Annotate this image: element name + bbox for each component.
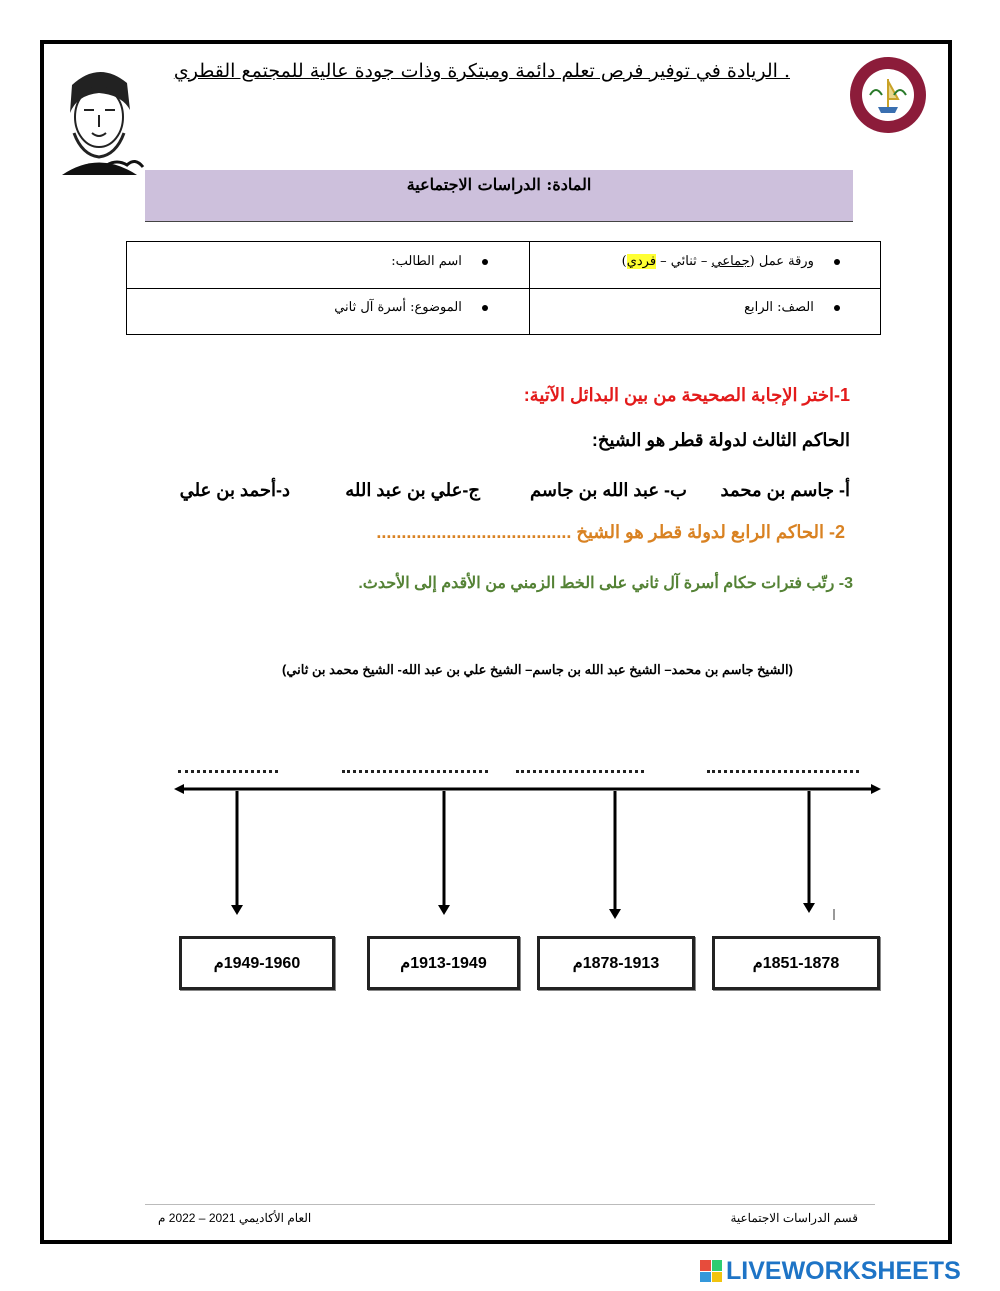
period-box-4: 1949-1960م <box>179 936 335 990</box>
rulers-names-list: (الشيخ جاسم بن محمد– الشيخ عبد الله بن جاسم– الشيخ علي بن عبد الله- الشيخ محمد بن ثاني) <box>282 662 793 677</box>
worksheet-type-cell: ورقة عمل (جماعي – ثنائي – فردي) <box>622 254 840 269</box>
brand-name: LIVEWORKSHEETS <box>726 1256 961 1285</box>
timeline-arrow <box>609 791 621 919</box>
option-b[interactable]: ب- عبد الله بن جاسم <box>529 480 687 500</box>
student-name-label: اسم الطالب: <box>391 254 462 269</box>
liveworksheets-brand[interactable] <box>700 1257 961 1285</box>
timeline-arrow <box>231 791 243 915</box>
liveworksheets-logo-icon <box>700 1260 722 1282</box>
bullet-icon <box>834 305 840 311</box>
subject-banner <box>145 170 853 222</box>
answer-blank-2[interactable] <box>342 762 488 773</box>
bullet-icon <box>834 259 840 265</box>
footer-divider <box>145 1204 875 1205</box>
info-table <box>126 241 881 335</box>
footer-academic-year: العام الأكاديمي 2021 – 2022 م <box>158 1211 312 1225</box>
answer-blank-3[interactable] <box>516 762 644 773</box>
ministry-emblem <box>848 55 928 135</box>
portrait-image <box>52 55 147 180</box>
question-1: 1-اختر الإجابة الصحيحة من بين البدائل الآتية: <box>523 385 850 405</box>
option-a[interactable]: أ- جاسم بن محمد <box>720 480 850 500</box>
timeline-arrow <box>803 791 815 913</box>
bullet-icon <box>482 305 488 311</box>
question-2[interactable]: 2- الحاكم الرابع لدولة قطر هو الشيخ ....................................... <box>376 522 845 542</box>
question-3: 3- رتّب فترات حكام أسرة آل ثاني على الخط الزمني من الأقدم إلى الأحدث. <box>358 575 853 592</box>
vision-motto: . الريادة في توفير فرص تعلم دائمة ومبتكرة وذات جودة عالية للمجتمع القطري <box>173 60 790 82</box>
grade-cell: الصف: الرابع <box>744 300 840 315</box>
topic-cell: الموضوع: أسرة آل ثاني <box>334 300 488 315</box>
subject-title: المادة: الدراسات الاجتماعية <box>406 175 592 194</box>
student-name-cell[interactable] <box>391 254 488 269</box>
option-d[interactable]: د-أحمد بن علي <box>179 480 290 500</box>
question-1-stem: الحاكم الثالث لدولة قطر هو الشيخ: <box>591 430 850 450</box>
timeline-arrow <box>438 791 450 915</box>
period-box-2: 1878-1913م <box>537 936 695 990</box>
period-box-1: 1851-1878م <box>712 936 880 990</box>
period-box-3: 1913-1949م <box>367 936 520 990</box>
footer-department: قسم الدراسات الاجتماعية <box>730 1211 858 1225</box>
bullet-icon <box>482 259 488 265</box>
worksheet-individual-option: فردي <box>626 254 657 269</box>
timeline <box>170 775 890 920</box>
answer-blank-4[interactable] <box>707 762 859 773</box>
option-c[interactable]: ج-علي بن عبد الله <box>345 480 480 500</box>
answer-blank-1[interactable] <box>178 762 278 773</box>
worksheet-group-option: جماعي <box>711 254 750 269</box>
